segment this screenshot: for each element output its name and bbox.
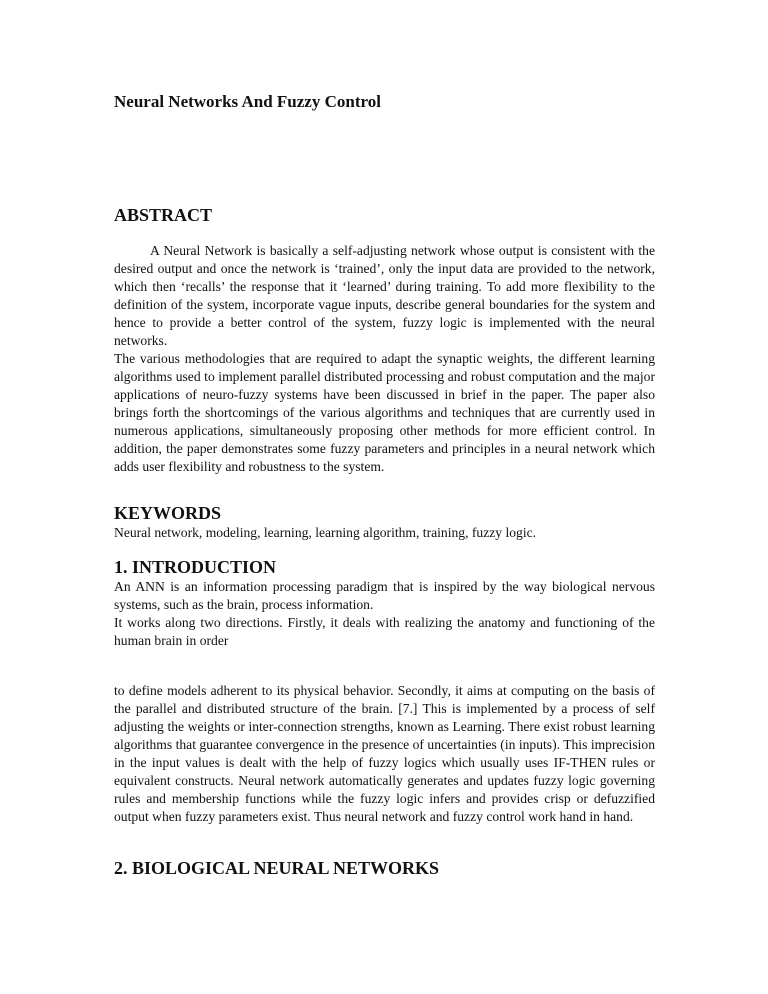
introduction-body <box>114 578 655 650</box>
biological-neural-networks-heading: 2. BIOLOGICAL NEURAL NETWORKS <box>114 858 440 878</box>
introduction-paragraph-3: to define models adherent to its physical behavior. Secondly, it aims at computing on the basis of the parallel and distributed structure of the brain. [7.] This is implemented by a process of self adjusting the weights or inter-connection strengths, known as Learning. There exist robust learning algorithms that guarantee convergence in the presence of uncertainties (in inputs). This imprecision in the input values is dealt with the help of fuzzy logics which usually uses IF-THEN rules or equivalent constructs. Neural network automatically generates and updates fuzzy logic governing rules and membership functions while the fuzzy logic infers and provides crisp or defuzzified output when fuzzy parameters exist. Thus neural network and fuzzy control work hand in hand. <box>114 683 655 824</box>
introduction-paragraph-2: It works along two directions. Firstly, it deals with realizing the anatomy and functioning of the human brain in order <box>114 615 655 648</box>
abstract-body <box>114 242 655 476</box>
abstract-paragraph-1: A Neural Network is basically a self-adjusting network whose output is consistent with the desired output and once the network is ‘trained’, only the input data are provided to the network, which then ‘recalls’ the response that it ‘learned’ during training. To add more flexibility to the definition of the system, incorporate vague inputs, describe general boundaries for the system and hence to provide a better control of the system, fuzzy logic is implemented with the neural networks. <box>114 243 655 348</box>
keywords-heading: KEYWORDS <box>114 503 222 523</box>
page-title: Neural Networks And Fuzzy Control <box>114 92 381 111</box>
abstract-heading: ABSTRACT <box>114 205 213 225</box>
introduction-heading: 1. INTRODUCTION <box>114 557 277 577</box>
abstract-paragraph-2: The various methodologies that are required to adapt the synaptic weights, the different learning algorithms used to implement parallel distributed processing and robust computation and the major applications of neuro-fuzzy systems have been discussed in brief in the paper. The paper also brings forth the shortcomings of the various algorithms and techniques that are currently used in numerous applications, simultaneously proposing other methods for more efficient control. In addition, the paper demonstrates some fuzzy parameters and principles in a neural network which adds user flexibility and robustness to the system. <box>114 351 655 474</box>
keywords-text: Neural network, modeling, learning, learning algorithm, training, fuzzy logic. <box>114 525 537 540</box>
introduction-paragraph-1: An ANN is an information processing paradigm that is inspired by the way biological nervous systems, such as the brain, process information. <box>114 579 655 612</box>
